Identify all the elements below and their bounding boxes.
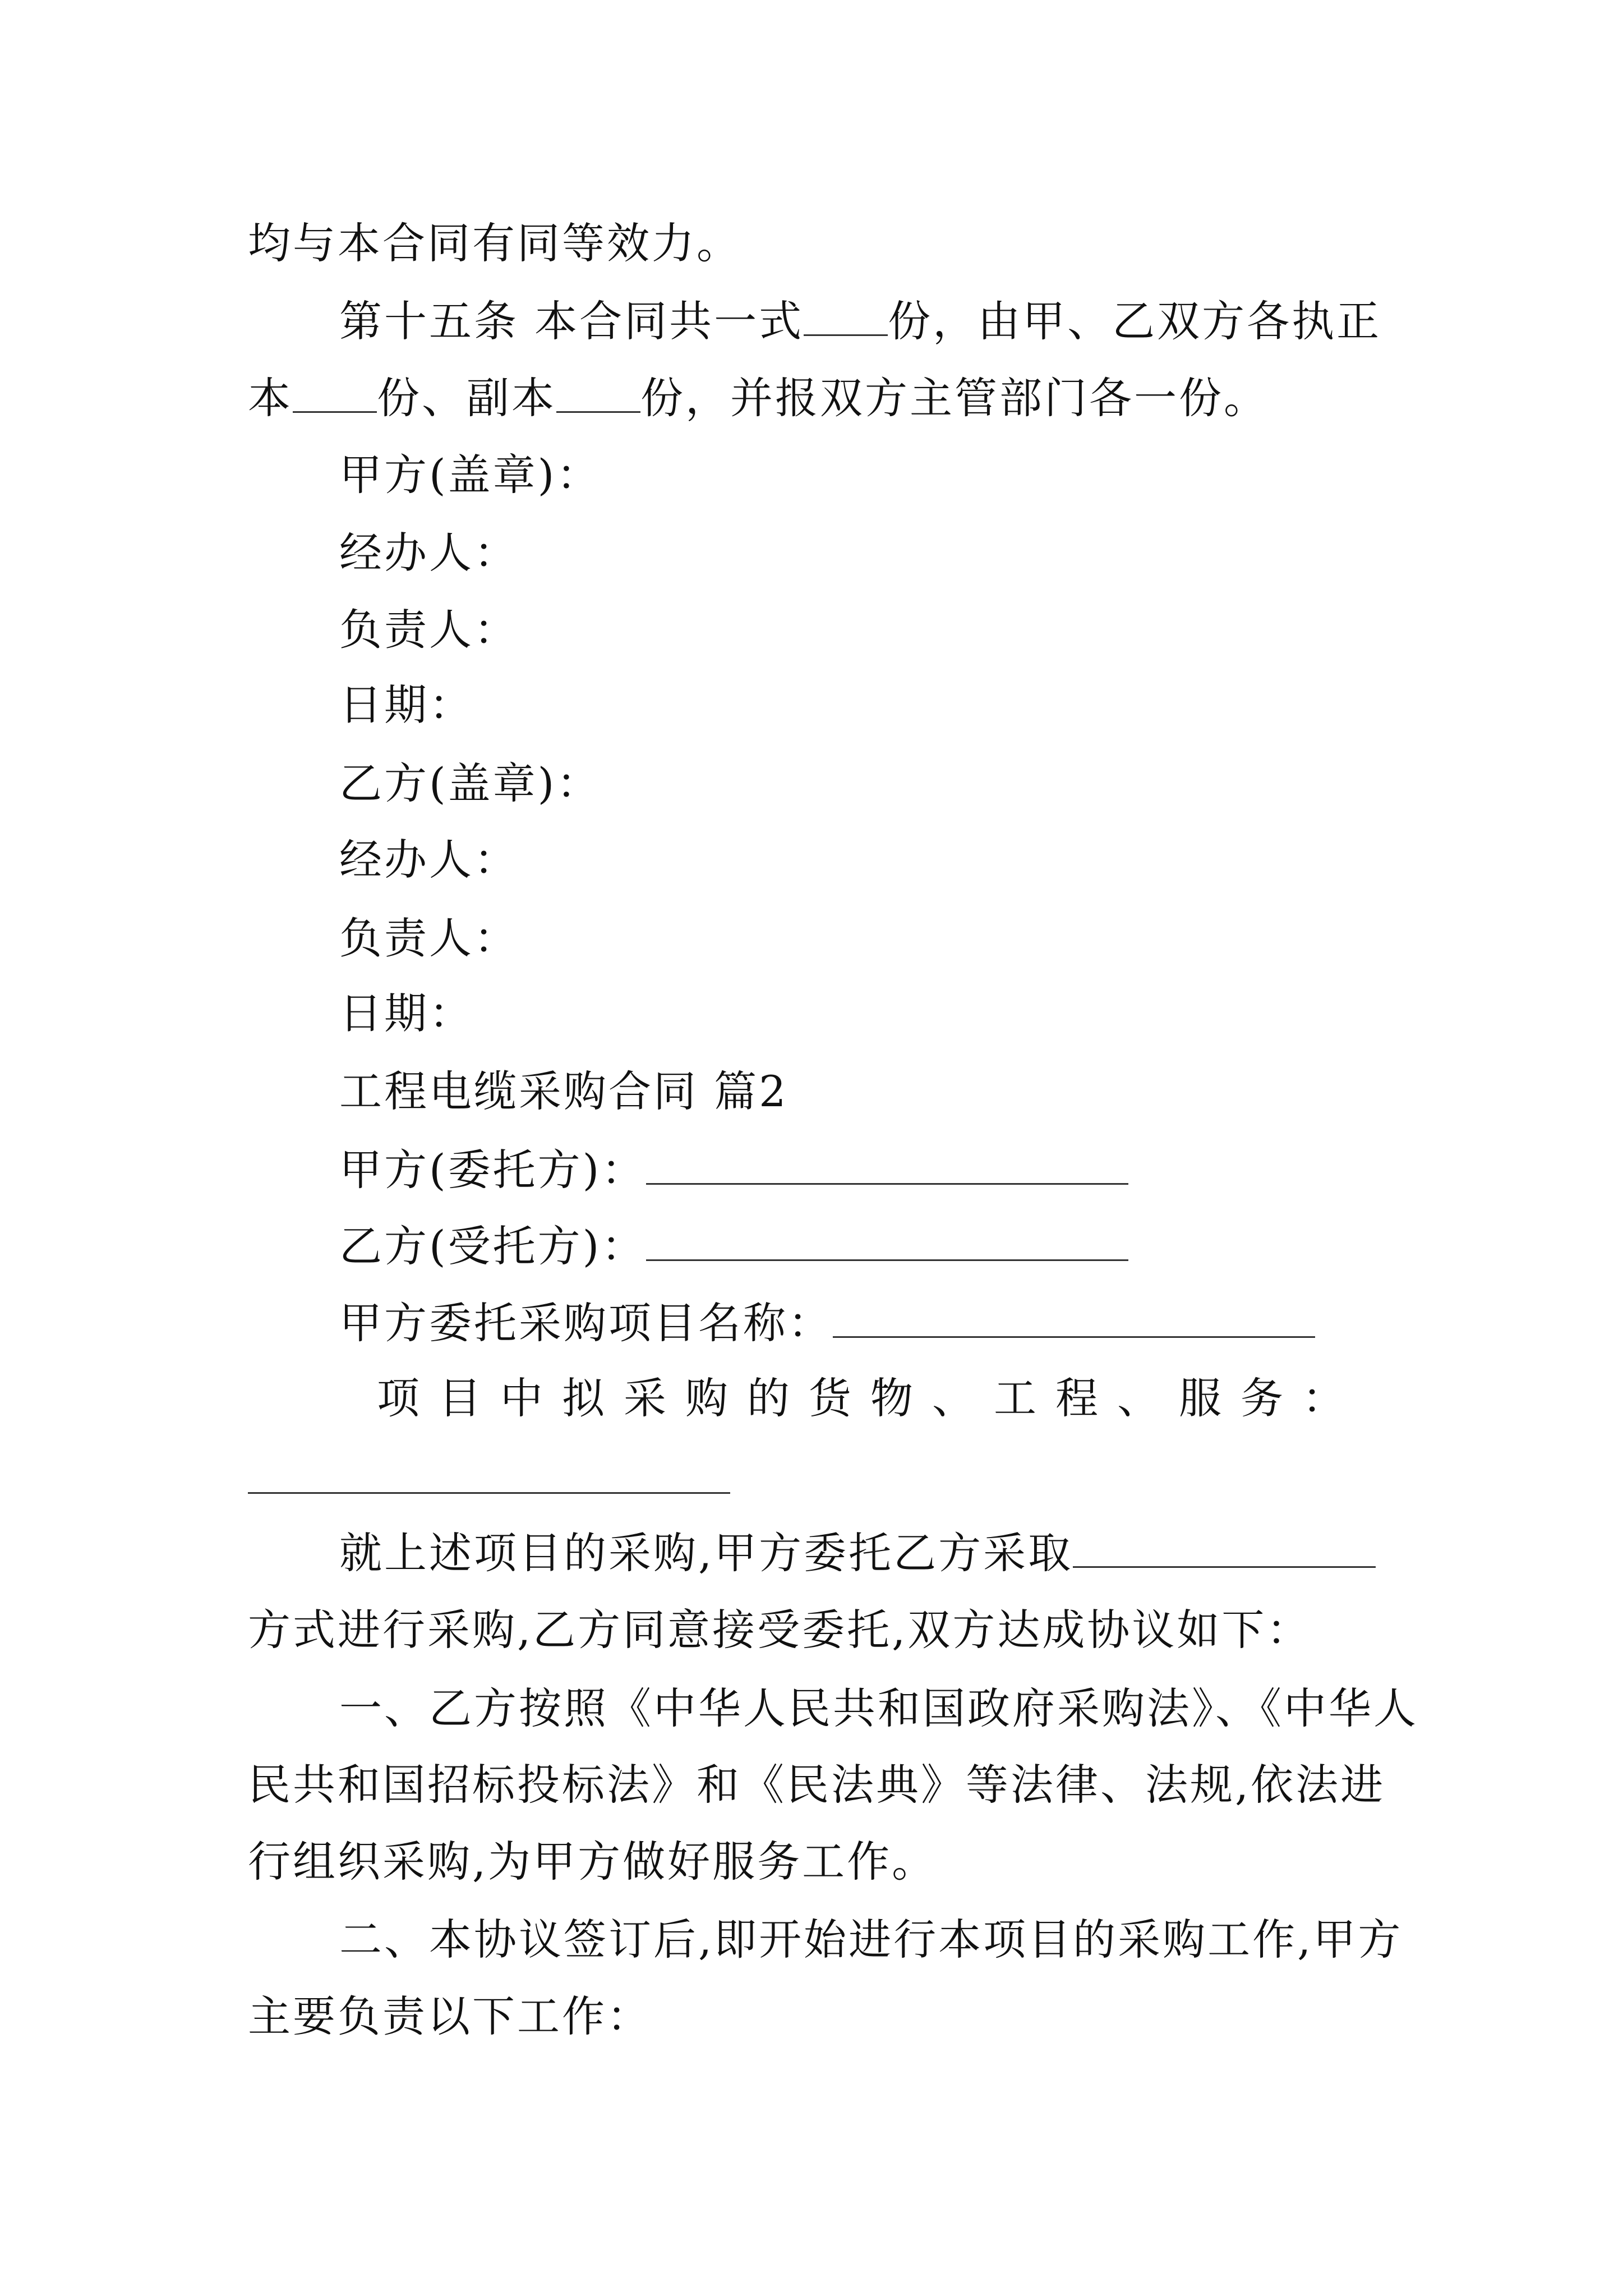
line-text: 甲方委托采购项目名称： <box>339 1298 833 1348</box>
method-blank <box>1073 1527 1376 1568</box>
line-text: 日期： <box>339 680 474 730</box>
line-text: 甲方(盖章)： <box>339 450 602 500</box>
line-text: 二、本协议签订后,即开始进行本项目的采购工作,甲方 <box>339 1915 1403 1964</box>
line-text: 份，由甲、乙双方各执正 <box>888 296 1382 346</box>
line-text: 方式进行采购,乙方同意接受委托,双方达成协议如下： <box>248 1605 1312 1655</box>
party-a-responsible-label <box>339 603 519 657</box>
agent-blank <box>646 1220 1128 1261</box>
party-b-responsible-label <box>339 912 519 965</box>
party-b-date-label <box>339 987 474 1041</box>
text-line <box>248 371 1269 425</box>
clause-2-line <box>339 1913 1403 1967</box>
line-text: 经办人： <box>339 835 519 885</box>
line-text: 主要负责以下工作： <box>248 1991 652 2041</box>
line-text: 项目中拟采购的货物、工程、服务： <box>377 1373 1364 1423</box>
project-name-line <box>339 1296 1315 1350</box>
text-line <box>248 1990 652 2044</box>
text-line <box>339 1526 1376 1580</box>
client-line <box>339 1143 1128 1197</box>
text-line <box>248 1835 937 1889</box>
line-text: 均与本合同有同等效力。 <box>248 218 741 268</box>
line-text: 本 <box>248 373 293 423</box>
line-text: 乙方(盖章)： <box>339 758 602 808</box>
line-text: 甲方(委托方)： <box>339 1145 647 1195</box>
client-blank <box>646 1144 1128 1185</box>
party-a-handler-label <box>339 526 519 580</box>
line-text: 经办人： <box>339 528 519 578</box>
party-b-seal-label <box>339 757 601 811</box>
procurement-items-line <box>377 1372 1364 1425</box>
original-copies-blank <box>293 372 377 413</box>
party-a-date-label <box>339 678 474 732</box>
text-line <box>248 1603 1311 1657</box>
line-text: 民共和国招标投标法》和《民法典》等法律、法规,依法进 <box>248 1760 1386 1810</box>
line-text: 份，并报双方主管部门各一份。 <box>640 373 1269 423</box>
clause-1-line <box>339 1682 1418 1736</box>
line-text: 乙方(受托方)： <box>339 1221 647 1271</box>
line-text: 工程电缆采购合同 篇2 <box>339 1066 789 1116</box>
clause-15-line <box>339 295 1381 348</box>
line-text: 就上述项目的采购,甲方委托乙方采取 <box>339 1528 1073 1578</box>
agent-line <box>339 1220 1128 1273</box>
project-name-blank <box>833 1297 1315 1338</box>
line-text: 负责人： <box>339 605 519 655</box>
line-text: 份、副本 <box>377 373 556 423</box>
section-title <box>339 1065 789 1119</box>
line-text: 行组织采购,为甲方做好服务工作。 <box>248 1837 937 1887</box>
party-b-handler-label <box>339 833 519 887</box>
copies-blank <box>804 295 888 336</box>
line-text: 一、乙方按照《中华人民共和国政府采购法》、《中华人 <box>339 1683 1418 1733</box>
duplicate-copies-blank <box>556 372 640 413</box>
text-line <box>248 1758 1385 1812</box>
procurement-items-blank <box>248 1492 730 1494</box>
line-text: 日期： <box>339 988 474 1038</box>
line-text: 第十五条 本合同共一式 <box>339 296 804 346</box>
text-line <box>248 217 741 270</box>
party-a-seal-label <box>339 448 601 502</box>
line-text: 负责人： <box>339 913 519 963</box>
